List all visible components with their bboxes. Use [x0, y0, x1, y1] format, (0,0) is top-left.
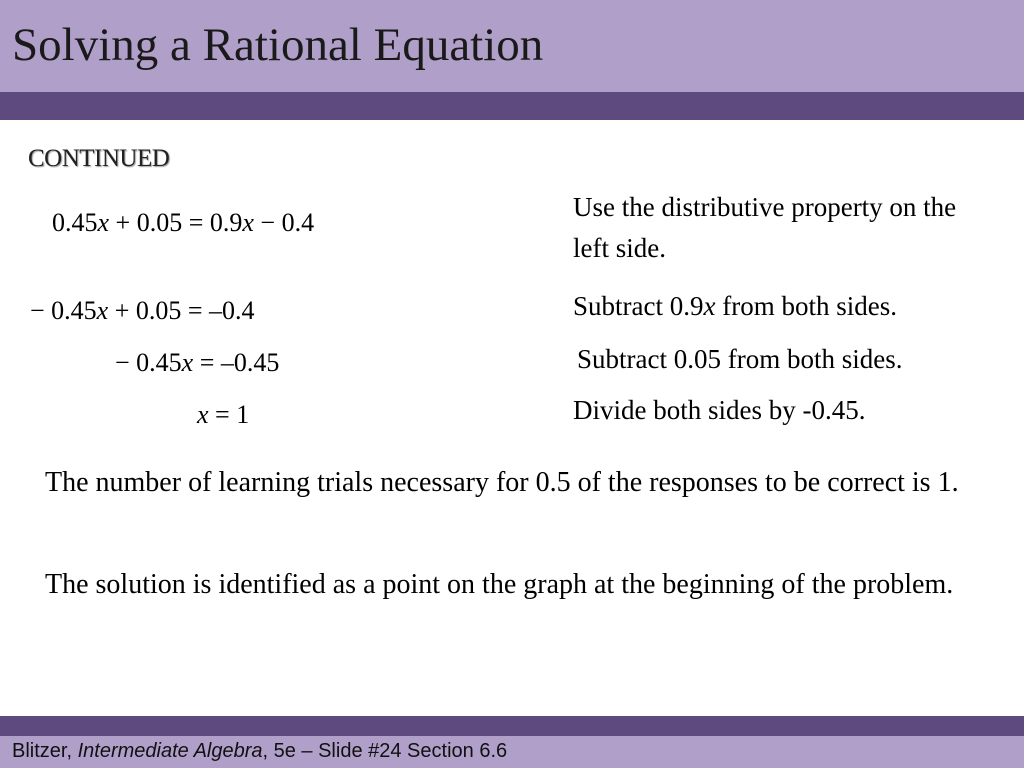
header-band: [0, 0, 1024, 92]
step-1-text: Use the distributive property on the left side.: [573, 192, 957, 263]
conclusion-paragraph: The number of learning trials necessary for 0.5 of the responses to be correct is 1.: [45, 467, 959, 498]
header-divider-bar: [0, 92, 1024, 120]
slide-title: Solving a Rational Equation: [12, 19, 544, 71]
footer-band: [0, 736, 1024, 768]
step-3-text: Subtract 0.05 from both sides.: [577, 344, 903, 374]
footer-citation: [12, 740, 507, 763]
step-1: [573, 187, 983, 269]
step-2: [573, 286, 1013, 327]
footer-slide-info: , 5e – Slide #24 Section 6.6: [262, 740, 508, 762]
step-4-text: Divide both sides by -0.45.: [573, 395, 866, 425]
equation-4: x = 1: [197, 400, 250, 429]
step-3: [577, 339, 1017, 380]
footer-author: Blitzer,: [12, 740, 78, 762]
continued-label: CONTINUED: [28, 145, 170, 172]
equation-2: − 0.45x + 0.05 = –0.4: [30, 296, 255, 325]
step-2-text-post: from both sides.: [715, 291, 897, 321]
footer-divider-bar: [0, 716, 1024, 736]
step-4: [573, 390, 1013, 431]
equation-1: 0.45x + 0.05 = 0.9x − 0.4: [52, 208, 315, 237]
equation-3: − 0.45x = –0.45: [115, 348, 280, 377]
step-2-text-pre: Subtract 0.9: [573, 291, 704, 321]
solution-paragraph: The solution is identified as a point on the graph at the beginning of the problem.: [45, 569, 954, 600]
footer-book-title: Intermediate Algebra: [77, 740, 263, 762]
step-2-variable: x: [703, 291, 716, 321]
